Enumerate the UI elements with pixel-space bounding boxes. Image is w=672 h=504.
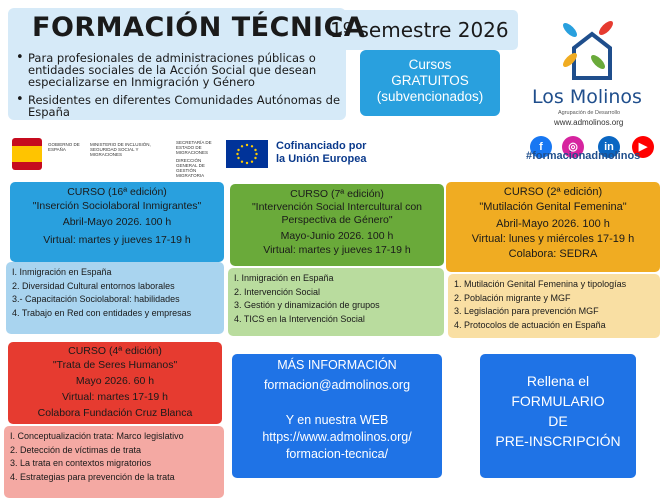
gobierno-text: GOBIERNO DE ESPAÑA (48, 142, 80, 152)
form-line: DE (548, 413, 568, 429)
course-name: "Trata de Seres Humanos" (52, 359, 178, 371)
course-dates: Mayo 2026. 60 h (75, 375, 155, 387)
topic-item: 2. Detección de víctimas de trata (10, 444, 142, 455)
info-email-link[interactable]: formacion@admolinos.org (263, 378, 411, 392)
los-molinos-logo-icon (558, 18, 620, 84)
eu-line: la Unión Europea (276, 153, 367, 165)
course-topics-mgf (448, 274, 660, 338)
course-dates: Abril-Mayo 2026. 100 h (62, 216, 172, 228)
audience-list (16, 52, 354, 124)
topic-item: 4. Estrategias para prevención de la trata (10, 471, 175, 482)
secretaria-text: SECRETARÍA DE ESTADO DE MIGRACIONES (176, 140, 212, 155)
course-card-intervencion (230, 184, 444, 266)
course-schedule: Virtual: lunes y miércoles 17-19 h (471, 233, 635, 245)
form-line: PRE-INSCRIPCIÓN (495, 433, 621, 449)
topic-item: 3. Legislación para prevención MGF (454, 306, 599, 316)
preinscription-form-button[interactable] (480, 354, 636, 478)
eu-flag-icon (226, 140, 268, 168)
course-schedule: Virtual: martes y jueves 17-19 h (263, 244, 411, 256)
topic-item: 2. Intervención Social (234, 286, 321, 297)
eu-line: Cofinanciado por (276, 140, 367, 152)
course-name: "Mutilación Genital Femenina" (479, 201, 627, 213)
topic-item: 3.- Capacitación Sociolaboral: habilidades (12, 294, 180, 304)
topic-item: 2. Población migrante y MGF (454, 292, 571, 303)
spain-coat-of-arms-icon (12, 138, 42, 170)
topic-item: 3. La trata en contextos migratorios (10, 458, 152, 468)
ministerio-text: MINISTERIO DE INCLUSIÓN, SEGURIDAD SOCIAL Y MIGRACIONES (90, 142, 151, 157)
topic-item: I. Inmigración en España (234, 273, 334, 283)
info-web-label: Y en nuestra WEB (285, 413, 389, 427)
funders-logos (8, 132, 428, 176)
course-schedule: Virtual: martes 17-19 h (61, 391, 169, 403)
brand-url-link[interactable]: www.admolinos.org (554, 118, 624, 127)
course-card-insercion (10, 182, 224, 262)
course-edition: CURSO (7ª edición) (290, 188, 384, 200)
course-schedule: Virtual: martes y jueves 17-19 h (43, 234, 191, 246)
brand-name: Los Molinos (532, 86, 642, 108)
free-line: Cursos (408, 57, 452, 72)
free-line: (subvencionados) (376, 89, 484, 104)
instagram-icon[interactable]: ◎ (562, 136, 584, 158)
facebook-icon[interactable]: f (530, 136, 552, 158)
info-web-link[interactable]: https://www.admolinos.org/ (262, 430, 412, 444)
audience-item: • Para profesionales de administraciones públicas o entidades sociales de la Acción Social que desean especializarse en Inmigración y Género (16, 52, 354, 88)
youtube-icon[interactable]: ▶ (632, 136, 654, 158)
course-edition: CURSO (2ª edición) (503, 186, 603, 198)
course-partner: Colabora: SEDRA (508, 248, 598, 260)
course-topics-trata (4, 426, 224, 498)
course-topics-insercion (6, 262, 224, 334)
course-card-mgf (446, 182, 660, 272)
brand-block (520, 14, 660, 164)
form-line: FORMULARIO (511, 393, 605, 409)
topic-item: I. Conceptualización trata: Marco legislativo (10, 431, 184, 441)
semester-label: 1º semestre 2026 (330, 18, 509, 42)
form-line: Rellena el (526, 373, 590, 389)
topic-item: 1. Mutilación Genital Femenina y tipologías (454, 279, 627, 289)
course-topics-intervencion (228, 268, 444, 336)
brand-subtitle: Agrupación de Desarrollo (558, 110, 621, 116)
eu-cofinance-text (276, 140, 366, 166)
course-dates: Mayo-Junio 2026. 100 h (280, 230, 394, 242)
course-edition: CURSO (16ª edición) (67, 186, 167, 198)
course-card-trata (8, 342, 222, 424)
course-partner: Colabora Fundación Cruz Blanca (37, 407, 193, 419)
audience-item: • Residentes en diferentes Comunidades Autónomas de España (16, 94, 354, 118)
more-info-panel (232, 354, 442, 478)
course-name: "Intervención Social Intercultural con Perspectiva de Género" (251, 201, 423, 226)
course-edition: CURSO (4ª edición) (68, 345, 162, 357)
page-title: FORMACIÓN TÉCNICA (32, 12, 366, 43)
topic-item: 4. TICS en la Intervención Social (234, 313, 365, 324)
topic-item: 3. Gestión y dinamización de grupos (234, 300, 380, 310)
linkedin-icon[interactable]: in (598, 136, 620, 158)
free-courses-badge (360, 50, 500, 116)
info-web-link-path[interactable]: formacion-tecnica/ (285, 447, 389, 461)
course-dates: Abril-Mayo 2026. 100 h (496, 218, 610, 230)
topic-item: I. Inmigración en España (12, 267, 112, 277)
hashtag: #formacionadmolinos (526, 150, 641, 162)
course-name: "Inserción Sociolaboral Inmigrantes" (32, 200, 202, 212)
topic-item: 4. Protocolos de actuación en España (454, 319, 606, 330)
topic-item: 2. Diversidad Cultural entornos laborales (12, 280, 175, 291)
info-heading: MÁS INFORMACIÓN (277, 358, 397, 372)
direccion-text: DIRECCIÓN GENERAL DE GESTIÓN MIGRATORIA (176, 158, 205, 178)
free-line: GRATUITOS (391, 73, 469, 88)
topic-item: 4. Trabajo en Red con entidades y empresas (12, 307, 192, 318)
